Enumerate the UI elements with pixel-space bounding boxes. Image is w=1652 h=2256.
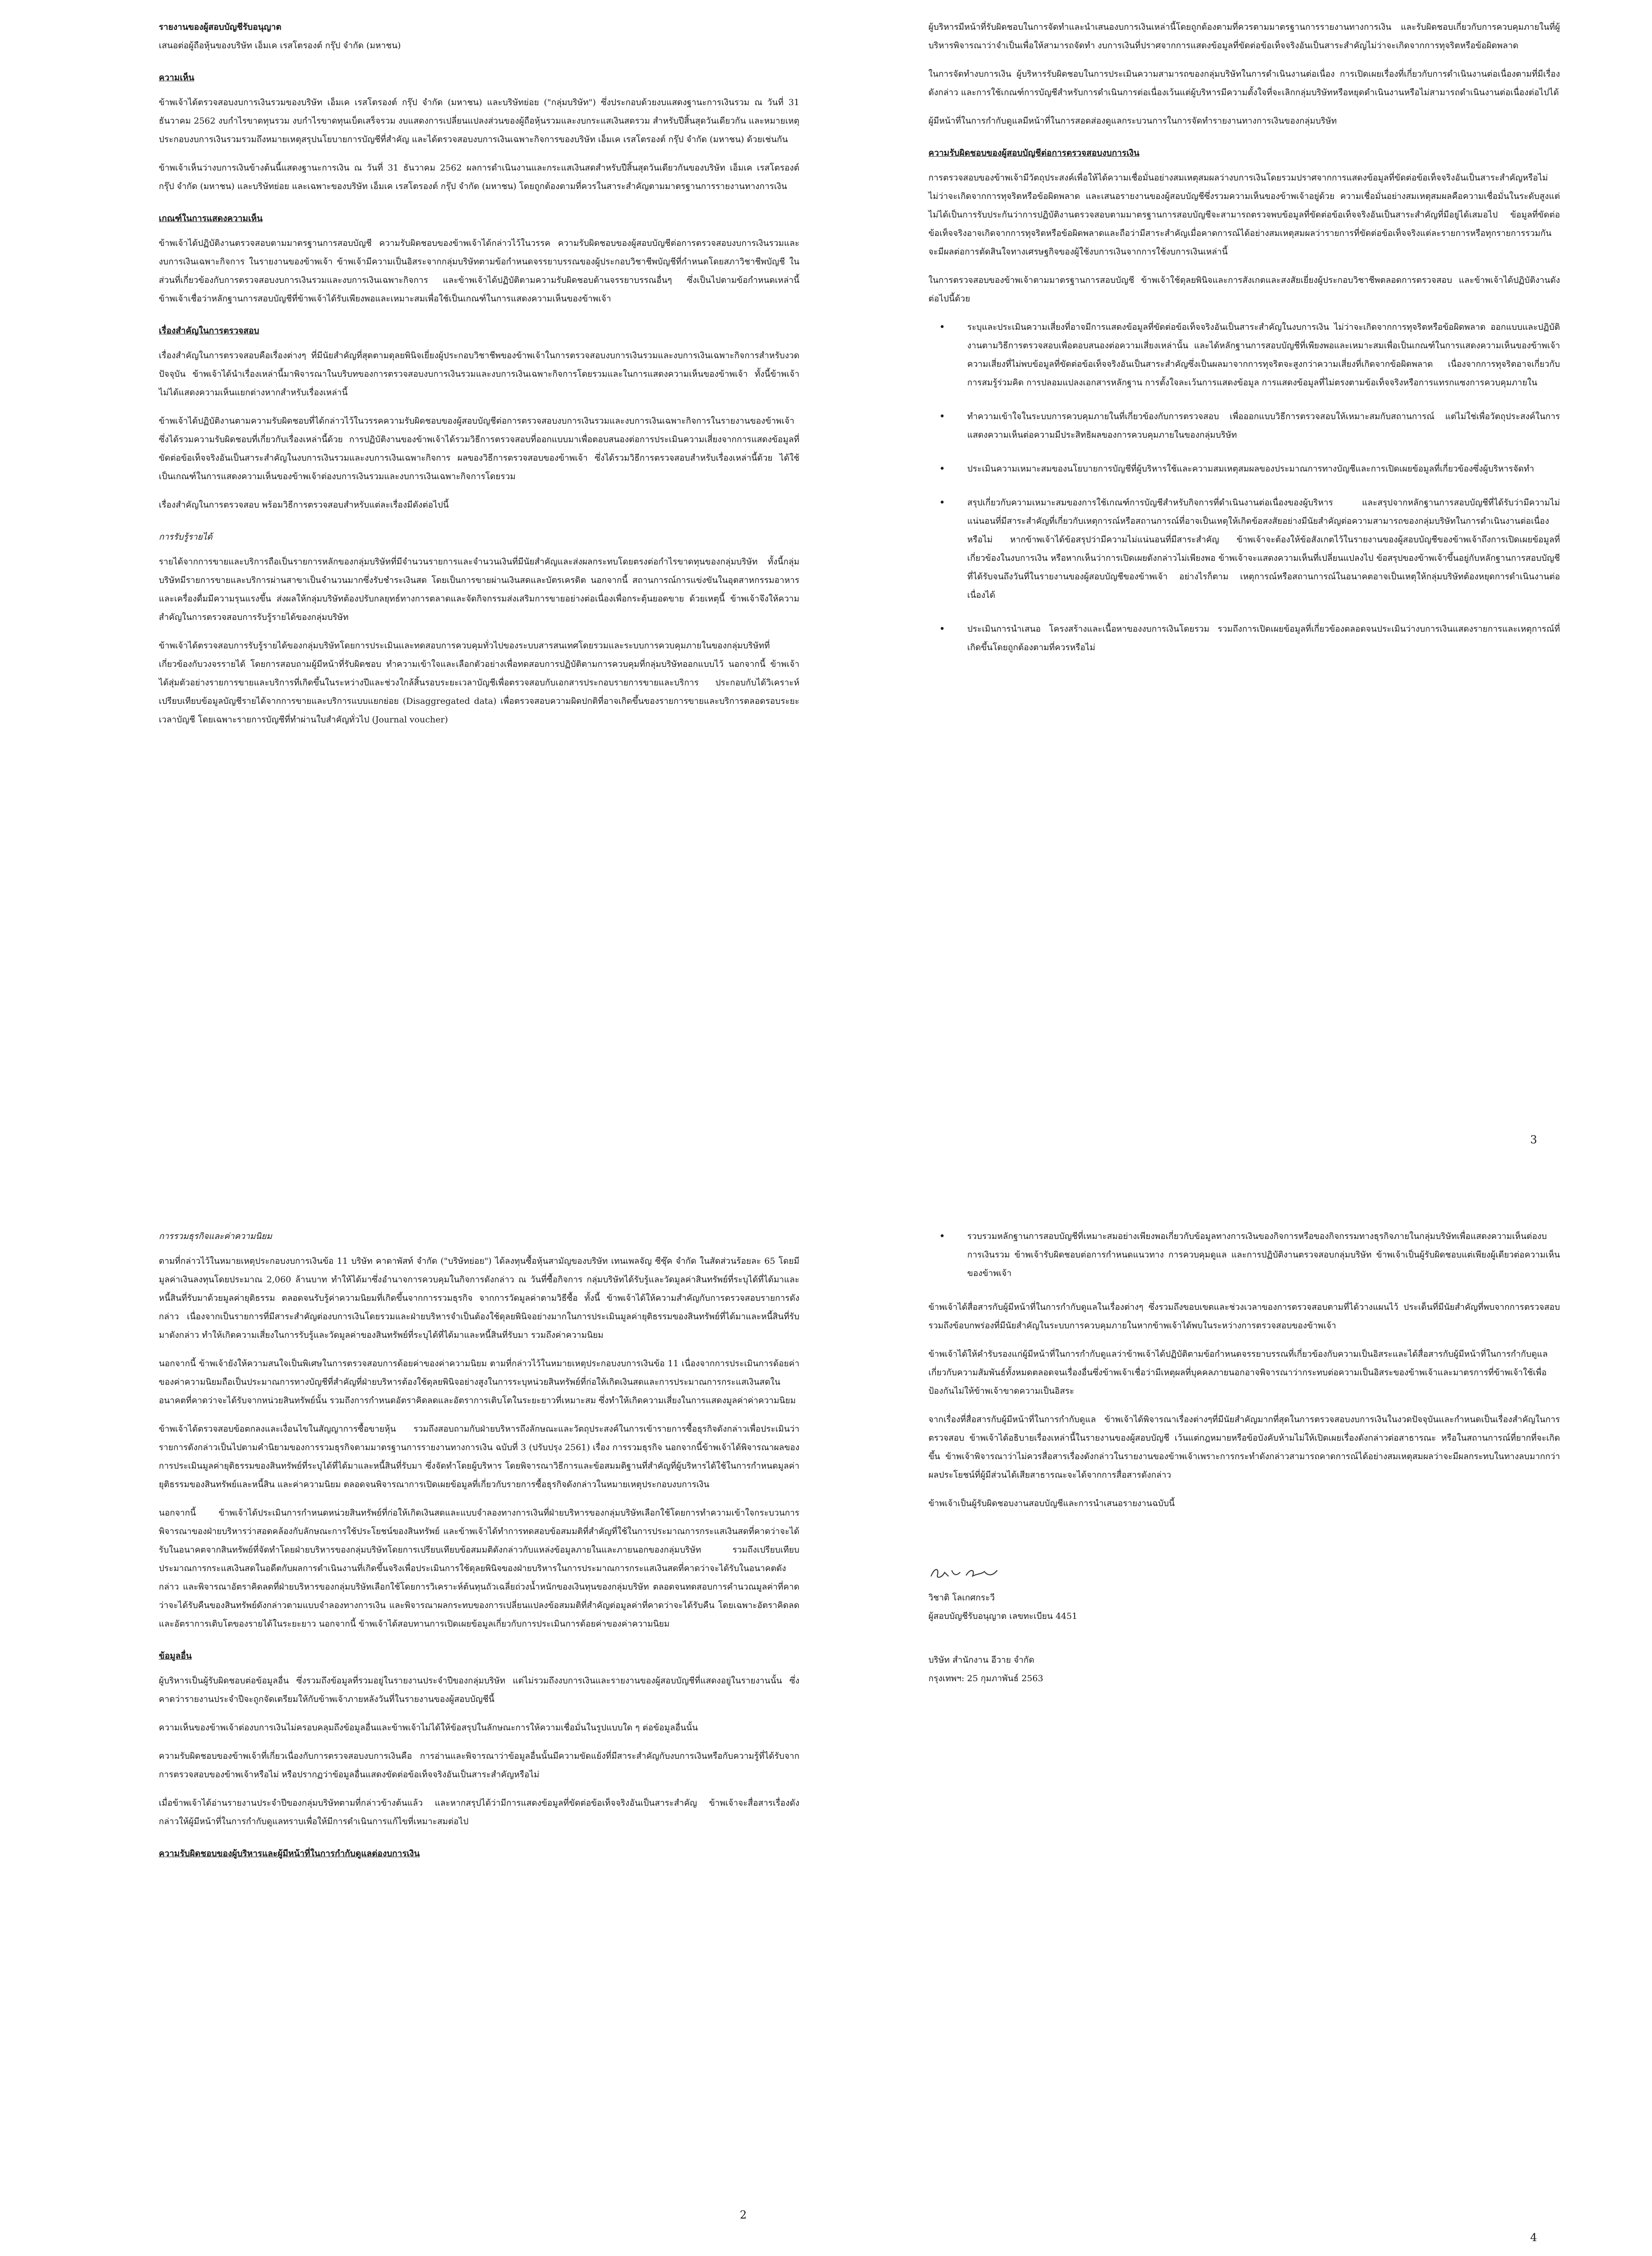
- goodwill-paragraph: นอกจากนี้ ข้าพเจ้ายังให้ความสนใจเป็นพิเศษในการตรวจสอบการด้อยค่าของค่าความนิยม ตามที่กล่าวไว้ในหมายเหตุประกอบงบการเงินข้อ 11 เนื่องจากการประเมินการด้อยค่าของค่าความนิยมถือเป็นประมาณการทางบัญชีที่สำคัญที่ฝ่ายบริหารต้องใช้ดุลยพินิจอย่างสูงในการระบุหน่วยสินทรัพย์ที่ก่อให้เกิดเงินสดและการประมาณการกระแสเงินสดในอนาคตที่คาดว่าจะได้รับจากหน่วยสินทรัพย์นั้น รวมถึงการกำหนดอัตราคิดลดและอัตราการเติบโตในระยะยาวที่เหมาะสม ซึ่งทำให้เกิดความเสี่ยงในการแสดงมูลค่าค่าความนิยม: [159, 1359, 799, 1405]
- list-item: • สรุปเกี่ยวกับความเหมาะสมของการใช้เกณฑ์การบัญชีสำหรับกิจการที่ดำเนินงานต่อเนื่องของผู้บริหาร และสรุปจากหลักฐานการสอบบัญชีที่ได้รับว่ามีความไม่แน่นอนที่มีสาระสำคัญที่เกี่ยวกับเหตุการณ์หรือสถานการณ์ที่อาจเป็นเหตุให้เกิดข้อสงสัยอย่างมีนัยสำคัญต่อความสามารถของกลุ่มบริษัทในการดำเนินงานต่อเนื่องหรือไม่ หากข้าพเจ้าได้ข้อสรุปว่ามีความไม่แน่นอนที่มีสาระสำคัญ ข้าพเจ้าจะต้องให้ข้อสังเกตไว้ในรายงานของผู้สอบบัญชีของข้าพเจ้าถึงการเปิดเผยข้อมูลที่เกี่ยวข้องในงบการเงิน หรือหากเห็นว่าการเปิดเผยดังกล่าวไม่เพียงพอ ข้าพเจ้าจะแสดงความเห็นที่เปลี่ยนแปลงไป ข้อสรุปของข้าพเจ้าขึ้นอยู่กับหลักฐานการสอบบัญชีที่ได้รับจนถึงวันที่ในรายงานของผู้สอบบัญชีของข้าพเจ้า อย่างไรก็ตาม เหตุการณ์หรือสถานการณ์ในอนาคตอาจเป็นเหตุให้กลุ่มบริษัทต้องหยุดการดำเนินงานต่อเนื่องได้: [928, 494, 1560, 605]
- key-audit-matters-heading: เรื่องสำคัญในการตรวจสอบ: [159, 326, 259, 336]
- communication-paragraph: ข้าพเจ้าได้สื่อสารกับผู้มีหน้าที่ในการกำกับดูแลในเรื่องต่างๆ ซึ่งรวมถึงขอบเขตและช่วงเวลาของการตรวจสอบตามที่ได้วางแผนไว้ ประเด็นที่มีนัยสำคัญที่พบจากการตรวจสอบรวมถึงข้อบกพร่องที่มีนัยสำคัญในระบบการควบคุมภายในหากข้าพเจ้าได้พบในระหว่างการตรวจสอบของข้าพเจ้า: [928, 1302, 1560, 1331]
- list-item: • ทำความเข้าใจในระบบการควบคุมภายในที่เกี่ยวข้องกับการตรวจสอบ เพื่อออกแบบวิธีการตรวจสอบให้เหมาะสมกับสถานการณ์ แต่ไม่ใช่เพื่อวัตถุประสงค์ในการแสดงความเห็นต่อความมีประสิทธิผลของการควบคุมภายในของกลุ่มบริษัท: [928, 407, 1560, 444]
- list-item: • ประเมินการนำเสนอ โครงสร้างและเนื้อหาของงบการเงินโดยรวม รวมถึงการเปิดเผยข้อมูลที่เกี่ยวข้องตลอดจนประเมินว่างบการเงินแสดงรายการและเหตุการณ์ที่เกิดขึ้นโดยถูกต้องตามที่ควรหรือไม่: [928, 620, 1560, 657]
- firm-name: บริษัท สำนักงาน อีวาย จำกัด: [928, 1655, 1034, 1665]
- place-and-date: กรุงเทพฯ: 25 กุมภาพันธ์ 2563: [928, 1674, 1043, 1683]
- kam-communication-paragraph: จากเรื่องที่สื่อสารกับผู้มีหน้าที่ในการกำกับดูแล ข้าพเจ้าได้พิจารณาเรื่องต่างๆที่มีนัยสำคัญมากที่สุดในการตรวจสอบงบการเงินในงวดปัจจุบันและกำหนดเป็นเรื่องสำคัญในการตรวจสอบ ข้าพเจ้าได้อธิบายเรื่องเหล่านี้ในรายงานของผู้สอบบัญชี เว้นแต่กฎหมายหรือข้อบังคับห้ามไม่ให้เปิดเผยเรื่องดังกล่าวต่อสาธารณะ หรือในสถานการณ์ที่ยากที่จะเกิดขึ้น ข้าพเจ้าพิจารณาว่าไม่ควรสื่อสารเรื่องดังกล่าวในรายงานของข้าพเจ้าเพราะการกระทำดังกล่าวสามารถคาดการณ์ได้อย่างสมเหตุสมผลว่าจะมีผลกระทบในทางลบมากกว่าผลประโยชน์ที่ผู้มีส่วนได้เสียสาธารณะจะได้จากการสื่อสารดังกล่าว: [928, 1415, 1560, 1480]
- bullet-icon: •: [939, 497, 945, 509]
- revenue-recognition-heading: การรับรู้รายได้: [159, 532, 212, 542]
- list-item: • ระบุและประเมินความเสี่ยงที่อาจมีการแสดงข้อมูลที่ขัดต่อข้อเท็จจริงอันเป็นสาระสำคัญในงบการเงิน ไม่ว่าจะเกิดจากการทุจริตหรือข้อผิดพลาด ออกแบบและปฏิบัติงานตามวิธีการตรวจสอบเพื่อตอบสนองต่อความเสี่ยงเหล่านั้น และได้หลักฐานการสอบบัญชีที่เพียงพอและเหมาะสมเพื่อเป็นเกณฑ์ในการแสดงความเห็นของข้าพเจ้า ความเสี่ยงที่ไม่พบข้อมูลที่ขัดต่อข้อเท็จจริงอันเป็นสาระสำคัญซึ่งเป็นผลมาจากการทุจริตจะสูงกว่าความเสี่ยงที่เกิดจากข้อผิดพลาด เนื่องจากการทุจริตอาจเกี่ยวกับการสมรู้ร่วมคิด การปลอมแปลงเอกสารหลักฐาน การตั้งใจละเว้นการแสดงข้อมูล การแสดงข้อมูลที่ไม่ตรงตามข้อเท็จจริงหรือการแทรกแซงการควบคุมภายใน: [928, 318, 1560, 392]
- report-title: รายงานของผู้สอบบัญชีรับอนุญาต: [159, 22, 281, 32]
- opinion-paragraph: ข้าพเจ้าได้ตรวจสอบงบการเงินรวมของบริษัท เอ็มเค เรสโตรองต์ กรุ๊ป จำกัด (มหาชน) และบริษัทย่อย ("กลุ่มบริษัท") ซึ่งประกอบด้วยงบแสดงฐานะการเงินรวม ณ วันที่ 31 ธันวาคม 2562 งบกำไรขาดทุนรวม งบกำไรขาดทุนเบ็ดเสร็จรวม งบแสดงการเปลี่ยนแปลงส่วนของผู้ถือหุ้นรวมและงบกระแสเงินสดรวม สำหรับปีสิ้นสุดวันเดียวกัน และหมายเหตุประกอบงบการเงินรวมรวมถึงหมายเหตุสรุปนโยบายการบัญชีที่สำคัญ และได้ตรวจสอบงบการเงินเฉพาะกิจการของบริษัท เอ็มเค เรสโตรองต์ กรุ๊ป จำกัด (มหาชน) ด้วยเช่นกัน: [159, 97, 799, 144]
- handwritten-signature-icon: [928, 1563, 1001, 1584]
- bullet-icon: •: [939, 624, 945, 635]
- goodwill-paragraph: ข้าพเจ้าได้ตรวจสอบข้อตกลงและเงื่อนไขในสัญญาการซื้อขายหุ้น รวมถึงสอบถามกับฝ่ายบริหารถึงลักษณะและวัตถุประสงค์ในการเข้ารายการซื้อธุรกิจดังกล่าวเพื่อประเมินว่ารายการดังกล่าวเป็นไปตามคำนิยามของการรวมธุรกิจตามมาตรฐานการรายงานทางการเงิน ฉบับที่ 3 (ปรับปรุง 2561) เรื่อง การรวมธุรกิจ นอกจากนี้ข้าพเจ้าได้พิจารณาผลของการประเมินมูลค่ายุติธรรมของสินทรัพย์ที่ระบุได้ที่ได้มาและหนี้สินที่รับมา ซึ่งจัดทำโดยผู้บริหาร โดยพิจารณาวิธีการและข้อสมมติฐานที่สำคัญที่ผู้บริหารได้ใช้ในการกำหนดมูลค่ายุติธรรมของสินทรัพย์และหนี้สิน และค่าความนิยม ตลอดจนพิจารณาการเปิดเผยข้อมูลที่เกี่ยวกับรายการซื้อธุรกิจดังกล่าวในหมายเหตุประกอบงบการเงิน: [159, 1424, 799, 1489]
- kam-paragraph: ข้าพเจ้าได้ปฏิบัติงานตามความรับผิดชอบที่ได้กล่าวไว้ในวรรคความรับผิดชอบของผู้สอบบัญชีต่อการตรวจสอบงบการเงินรวมและงบการเงินเฉพาะกิจการในรายงานของข้าพเจ้า ซึ่งได้รวมความรับผิดชอบที่เกี่ยวกับเรื่องเหล่านี้ด้วย การปฏิบัติงานของข้าพเจ้าได้รวมวิธีการตรวจสอบที่ออกแบบมาเพื่อตอบสนองต่อการประเมินความเสี่ยงจากการแสดงข้อมูลที่ขัดต่อข้อเท็จจริงอันเป็นสาระสำคัญในงบการเงินรวมและงบการเงินเฉพาะกิจการ ผลของวิธีการตรวจสอบของข้าพเจ้า ซึ่งได้รวมวิธีการตรวจสอบสำหรับเรื่องเหล่านี้ด้วย ได้ใช้เป็นเกณฑ์ในการแสดงความเห็นของข้าพเจ้าต่องบการเงินรวมและงบการเงินเฉพาะกิจการโดยรวม: [159, 416, 799, 481]
- bullet-icon: •: [939, 322, 945, 333]
- report-page-responsibilities: [928, 18, 1560, 1146]
- kam-paragraph: เรื่องสำคัญในการตรวจสอบคือเรื่องต่างๆ ที่มีนัยสำคัญที่สุดตามดุลยพินิจเยี่ยงผู้ประกอบวิชาชีพของข้าพเจ้าในการตรวจสอบงบการเงินรวมและงบการเงินเฉพาะกิจการสำหรับงวดปัจจุบัน ข้าพเจ้าได้นำเรื่องเหล่านี้มาพิจารณาในบริบทของการตรวจสอบงบการเงินรวมและงบการเงินเฉพาะกิจการโดยรวมและในการแสดงความเห็นของข้าพเจ้า ทั้งนี้ข้าพเจ้าไม่ได้แสดงความเห็นแยกต่างหากสำหรับเรื่องเหล่านี้: [159, 351, 799, 398]
- goodwill-paragraph: นอกจากนี้ ข้าพเจ้าได้ประเมินการกำหนดหน่วยสินทรัพย์ที่ก่อให้เกิดเงินสดและแบบจำลองทางการเงินที่ฝ่ายบริหารของกลุ่มบริษัทเลือกใช้โดยการทำความเข้าใจกระบวนการพิจารณาของฝ่ายบริหารว่าสอดคล้องกับลักษณะการใช้ประโยชน์ของสินทรัพย์ และข้าพเจ้าได้ทำการทดสอบข้อสมมติที่สำคัญที่ใช้ในการประมาณการกระแสเงินสดที่คาดว่าจะได้รับในอนาคตจากสินทรัพย์ที่จัดทำโดยฝ่ายบริหารของกลุ่มบริษัทโดยการเปรียบเทียบข้อสมมติดังกล่าวกับแหล่งข้อมูลภายในและภายนอกของกลุ่มบริษัท รวมถึงเปรียบเทียบประมาณการกระแสเงินสดในอดีตกับผลการดำเนินงานที่เกิดขึ้นจริงเพื่อประเมินการใช้ดุลยพินิจของฝ่ายบริหารในการประมาณการกระแสเงินสดที่คาดว่าจะได้รับในอนาคตดังกล่าว และพิจารณาอัตราคิดลดที่ฝ่ายบริหารของกลุ่มบริษัทเลือกใช้โดยการวิเคราะห์ต้นทุนถัวเฉลี่ยถ่วงน้ำหนักของเงินทุนของกลุ่มบริษัท ตลอดจนทดสอบการคำนวณมูลค่าที่คาดว่าจะได้รับคืนของสินทรัพย์ดังกล่าวตามแบบจำลองทางการเงิน และพิจารณาผลกระทบของการเปลี่ยนแปลงข้อสมมติที่สำคัญต่อมูลค่าที่คาดว่าจะได้รับคืน โดยเฉพาะอัตราคิดลดและอัตราการเติบโตของรายได้ในระยะยาว นอกจากนี้ ข้าพเจ้าได้สอบทานการเปิดเผยข้อมูลเกี่ยวกับการประเมินการด้อยค่าของค่าความนิยม: [159, 1508, 799, 1629]
- other-information-heading: ข้อมูลอื่น: [159, 1651, 192, 1661]
- report-page-signature: [928, 1227, 1560, 2256]
- engagement-partner-paragraph: ข้าพเจ้าเป็นผู้รับผิดชอบงานสอบบัญชีและการนำเสนอรายงานฉบับนี้: [928, 1498, 1175, 1508]
- opinion-heading: ความเห็น: [159, 73, 194, 83]
- page-number: 4: [1530, 2231, 1537, 2244]
- report-addressee: เสนอต่อผู้ถือหุ้นของบริษัท เอ็มเค เรสโตรองต์ กรุ๊ป จำกัด (มหาชน): [159, 41, 401, 51]
- management-responsibility-heading: ความรับผิดชอบของผู้บริหารและผู้มีหน้าที่ในการกำกับดูแลต่องบการเงิน: [159, 1849, 420, 1858]
- basis-heading: เกณฑ์ในการแสดงความเห็น: [159, 213, 263, 223]
- management-responsibility-paragraph: ผู้บริหารมีหน้าที่รับผิดชอบในการจัดทำและนำเสนองบการเงินเหล่านี้โดยถูกต้องตามที่ควรตามมาตรฐานการรายงานทางการเงิน และรับผิดชอบเกี่ยวกับการควบคุมภายในที่ผู้บริหารพิจารณาว่าจำเป็นเพื่อให้สามารถจัดทำ งบการเงินที่ปราศจากการแสดงข้อมูลที่ขัดต่อข้อเท็จจริงอันเป็นสาระสำคัญไม่ว่าจะเกิดจากการทุจริตหรือข้อผิดพลาด: [928, 22, 1560, 51]
- auditor-procedures-list: [928, 318, 1560, 657]
- kam-paragraph: เรื่องสำคัญในการตรวจสอบ พร้อมวิธีการตรวจสอบสำหรับแต่ละเรื่องมีดังต่อไปนี้: [159, 500, 449, 510]
- goodwill-paragraph: ตามที่กล่าวไว้ในหมายเหตุประกอบงบการเงินข้อ 11 บริษัท คาดาพัสท์ จำกัด ("บริษัทย่อย") ได้ลงทุนซื้อหุ้นสามัญของบริษัท เทนเพลจัญ ซีซุ๊ค จำกัด ในสัดส่วนร้อยละ 65 โดยมีมูลค่าเงินลงทุนโดยประมาณ 2,060 ล้านบาท ทำให้ได้มาซึ่งอำนาจการควบคุมในกิจการดังกล่าว ณ วันที่ซื้อกิจการ กลุ่มบริษัทได้รับรู้และวัดมูลค่าสินทรัพย์ที่ระบุได้ที่ได้มาและหนี้สินที่รับมาด้วยมูลค่ายุติธรรม ตลอดจนรับรู้ค่าความนิยมที่เกิดขึ้นจากการรวมธุรกิจ จากการวัดมูลค่าตามวิธีซื้อ ทั้งนี้ ข้าพเจ้าได้ให้ความสำคัญกับการตรวจสอบรายการดังกล่าว เนื่องจากเป็นรายการที่มีสาระสำคัญต่องบการเงินโดยรวมและฝ่ายบริหารจำเป็นต้องใช้ดุลยพินิจอย่างมากในการประเมินมูลค่ายุติธรรมของสินทรัพย์ที่ได้มาและหนี้สินที่รับมาดังกล่าว ทำให้เกิดความเสี่ยงในการรับรู้และวัดมูลค่าของสินทรัพย์ที่ระบุได้ที่ได้มาและหนี้สินที่รับมา รวมถึงค่าความนิยม: [159, 1256, 799, 1340]
- independence-paragraph: ข้าพเจ้าได้ให้คำรับรองแก่ผู้มีหน้าที่ในการกำกับดูแลว่าข้าพเจ้าได้ปฏิบัติตามข้อกำหนดจรรยาบรรณที่เกี่ยวข้องกับความเป็นอิสระและได้สื่อสารกับผู้มีหน้าที่ในการกำกับดูแลเกี่ยวกับความสัมพันธ์ทั้งหมดตลอดจนเรื่องอื่นซึ่งข้าพเจ้าเชื่อว่ามีเหตุผลที่บุคคลภายนอกอาจพิจารณาว่ากระทบต่อความเป็นอิสระของข้าพเจ้าและมาตรการที่ข้าพเจ้าใช้เพื่อป้องกันไม่ให้ข้าพเจ้าขาดความเป็นอิสระ: [928, 1349, 1548, 1396]
- bullet-icon: •: [939, 463, 945, 475]
- opinion-paragraph: ข้าพเจ้าเห็นว่างบการเงินข้างต้นนี้แสดงฐานะการเงิน ณ วันที่ 31 ธันวาคม 2562 ผลการดำเนินงานและกระแสเงินสดสำหรับปีสิ้นสุดวันเดียวกันของบริษัท เอ็มเค เรสโตรองต์ กรุ๊ป จำกัด (มหาชน) และบริษัทย่อย และเฉพาะของบริษัท เอ็มเค เรสโตรองต์ กรุ๊ป จำกัด (มหาชน) โดยถูกต้องตามที่ควรในสาระสำคัญตามมาตรฐานการรายงานทางการเงิน: [159, 163, 799, 191]
- list-item: • รวบรวมหลักฐานการสอบบัญชีที่เหมาะสมอย่างเพียงพอเกี่ยวกับข้อมูลทางการเงินของกิจการหรือของกิจกรรมทางธุรกิจภายในกลุ่มบริษัทเพื่อแสดงความเห็นต่องบการเงินรวม ข้าพเจ้ารับผิดชอบต่อการกำหนดแนวทาง การควบคุมดูแล และการปฏิบัติงานตรวจสอบกลุ่มบริษัท ข้าพเจ้าเป็นผู้รับผิดชอบแต่เพียงผู้เดียวต่อความเห็นของข้าพเจ้า: [928, 1227, 1560, 1283]
- revenue-paragraph: รายได้จากการขายและบริการถือเป็นรายการหลักของกลุ่มบริษัทที่มีจำนวนรายการและจำนวนเงินที่มีนัยสำคัญและส่งผลกระทบโดยตรงต่อกำไรขาดทุนของกลุ่มบริษัท ทั้งนี้กลุ่มบริษัทมีรายการขายและบริการผ่านสาขาเป็นจำนวนมากซึ่งรับชำระเงินสด โดยเป็นการขายผ่านเงินสดและบัตรเครดิต นอกจากนี้ สถานการณ์การแข่งขันในอุตสาหกรรมอาหารและเครื่องดื่มมีความรุนแรงขึ้น ส่งผลให้กลุ่มบริษัทต้องปรับกลยุทธ์ทางการตลาดและจัดกิจกรรมส่งเสริมการขายอย่างต่อเนื่องเพื่อกระตุ้นยอดขาย ด้วยเหตุนี้ ข้าพเจ้าจึงให้ความสำคัญในการตรวจสอบการรับรู้รายได้ของกลุ่มบริษัท: [159, 557, 799, 622]
- going-concern-paragraph: ในการจัดทำงบการเงิน ผู้บริหารรับผิดชอบในการประเมินความสามารถของกลุ่มบริษัทในการดำเนินงานต่อเนื่อง การเปิดเผยเรื่องที่เกี่ยวกับการดำเนินงานต่อเนื่องตามที่มีเรื่องดังกล่าว และการใช้เกณฑ์การบัญชีสำหรับการดำเนินการต่อเนื่องเว้นแต่ผู้บริหารมีความตั้งใจที่จะเลิกกลุ่มบริษัทหรือหยุดดำเนินงานหรือไม่สามารถดำเนินงานต่อเนื่องต่อไปได้: [928, 69, 1560, 97]
- report-page-opinion: [159, 18, 799, 1146]
- other-info-paragraph: ความเห็นของข้าพเจ้าต่องบการเงินไม่ครอบคลุมถึงข้อมูลอื่นและข้าพเจ้าไม่ได้ให้ข้อสรุปในลักษณะการให้ความเชื่อมั่นในรูปแบบใด ๆ ต่อข้อมูลอื่นนั้น: [159, 1723, 698, 1733]
- page-number: 2: [740, 2209, 747, 2221]
- other-info-paragraph: ผู้บริหารเป็นผู้รับผิดชอบต่อข้อมูลอื่น ซึ่งรวมถึงข้อมูลที่รวมอยู่ในรายงานประจำปีของกลุ่มบริษัท แต่ไม่รวมถึงงบการเงินและรายงานของผู้สอบบัญชีที่แสดงอยู่ในรายงานนั้น ซึ่งคาดว่ารายงานประจำปีจะถูกจัดเตรียมให้กับข้าพเจ้าภายหลังวันที่ในรายงานของผู้สอบบัญชีนี้: [159, 1676, 799, 1704]
- page-number: 3: [1530, 1133, 1537, 1146]
- other-info-paragraph: ความรับผิดชอบของข้าพเจ้าที่เกี่ยวเนื่องกับการตรวจสอบงบการเงินคือ การอ่านและพิจารณาว่าข้อมูลอื่นนั้นมีความขัดแย้งที่มีสาระสำคัญกับงบการเงินหรือกับความรู้ที่ได้รับจากการตรวจสอบของข้าพเจ้าหรือไม่ หรือปรากฏว่าข้อมูลอื่นแสดงขัดต่อข้อเท็จจริงอันเป็นสาระสำคัญหรือไม่: [159, 1751, 799, 1780]
- auditor-license: ผู้สอบบัญชีรับอนุญาต เลขทะเบียน 4451: [928, 1611, 1078, 1621]
- bullet-icon: •: [939, 411, 945, 422]
- list-item: • ประเมินความเหมาะสมของนโยบายการบัญชีที่ผู้บริหารใช้และความสมเหตุสมผลของประมาณการทางบัญชีและการเปิดเผยข้อมูลที่เกี่ยวข้องซึ่งผู้บริหารจัดทำ: [928, 460, 1560, 478]
- bullet-icon: •: [939, 1231, 945, 1242]
- signature-block: [928, 1563, 1560, 1688]
- auditor-objective-paragraph: การตรวจสอบของข้าพเจ้ามีวัตถุประสงค์เพื่อให้ได้ความเชื่อมั่นอย่างสมเหตุสมผลว่างบการเงินโดยรวมปราศจากการแสดงข้อมูลที่ขัดต่อข้อเท็จจริงอันเป็นสาระสำคัญหรือไม่ ไม่ว่าจะเกิดจากการทุจริตหรือข้อผิดพลาด และเสนอรายงานของผู้สอบบัญชีซึ่งรวมความเห็นของข้าพเจ้าอยู่ด้วย ความเชื่อมั่นอย่างสมเหตุสมผลคือความเชื่อมั่นในระดับสูงแต่ไม่ได้เป็นการรับประกันว่าการปฏิบัติงานตรวจสอบตามมาตรฐานการสอบบัญชีจะสามารถตรวจพบข้อมูลที่ขัดต่อข้อเท็จจริงอันเป็นสาระสำคัญที่มีอยู่ได้เสมอไป ข้อมูลที่ขัดต่อข้อเท็จจริงอาจเกิดจากการทุจริตหรือข้อผิดพลาดและถือว่ามีสาระสำคัญเมื่อคาดการณ์ได้อย่างสมเหตุสมผลว่ารายการที่ขัดต่อข้อเท็จจริงแต่ละรายการหรือทุกรายการรวมกันจะมีผลต่อการตัดสินใจทางเศรษฐกิจของผู้ใช้งบการเงินจากการใช้งบการเงินเหล่านี้: [928, 173, 1560, 257]
- other-info-paragraph: เมื่อข้าพเจ้าได้อ่านรายงานประจำปีของกลุ่มบริษัทตามที่กล่าวข้างต้นแล้ว และหากสรุปได้ว่ามีการแสดงข้อมูลที่ขัดต่อข้อเท็จจริงอันเป็นสาระสำคัญ ข้าพเจ้าจะสื่อสารเรื่องดังกล่าวให้ผู้มีหน้าที่ในการกำกับดูแลทราบเพื่อให้มีการดำเนินการแก้ไขที่เหมาะสมต่อไป: [159, 1798, 799, 1826]
- auditor-judgment-paragraph: ในการตรวจสอบของข้าพเจ้าตามมาตรฐานการสอบบัญชี ข้าพเจ้าใช้ดุลยพินิจและการสังเกตและสงสัยเยี่ยงผู้ประกอบวิชาชีพตลอดการตรวจสอบ และข้าพเจ้าได้ปฏิบัติงานดังต่อไปนี้ด้วย: [928, 275, 1560, 304]
- basis-paragraph: ข้าพเจ้าได้ปฏิบัติงานตรวจสอบตามมาตรฐานการสอบบัญชี ความรับผิดชอบของข้าพเจ้าได้กล่าวไว้ในวรรค ความรับผิดชอบของผู้สอบบัญชีต่อการตรวจสอบงบการเงินรวมและงบการเงินเฉพาะกิจการ ในรายงานของข้าพเจ้า ข้าพเจ้ามีความเป็นอิสระจากกลุ่มบริษัทตามข้อกำหนดจรรยาบรรณของผู้ประกอบวิชาชีพบัญชีที่กำหนดโดยสภาวิชาชีพบัญชี ในส่วนที่เกี่ยวข้องกับการตรวจสอบงบการเงินรวมและงบการเงินเฉพาะกิจการ และข้าพเจ้าได้ปฏิบัติตามความรับผิดชอบด้านจรรยาบรรณอื่นๆ ซึ่งเป็นไปตามข้อกำหนดเหล่านี้ ข้าพเจ้าเชื่อว่าหลักฐานการสอบบัญชีที่ข้าพเจ้าได้รับเพียงพอและเหมาะสมเพื่อใช้เป็นเกณฑ์ในการแสดงความเห็นของข้าพเจ้า: [159, 238, 799, 304]
- governance-paragraph: ผู้มีหน้าที่ในการกำกับดูแลมีหน้าที่ในการสอดส่องดูแลกระบวนการในการจัดทำรายงานทางการเงินของกลุ่มบริษัท: [928, 116, 1337, 126]
- report-page-goodwill: [159, 1227, 799, 2256]
- revenue-paragraph: ข้าพเจ้าได้ตรวจสอบการรับรู้รายได้ของกลุ่มบริษัทโดยการประเมินและทดสอบการควบคุมทั่วไปของระบบสารสนเทศโดยรวมและระบบการควบคุมภายในของกลุ่มบริษัทที่เกี่ยวข้องกับวงจรรายได้ โดยการสอบถามผู้มีหน้าที่รับผิดชอบ ทำความเข้าใจและเลือกตัวอย่างเพื่อทดสอบการปฏิบัติตามการควบคุมที่กลุ่มบริษัทออกแบบไว้ นอกจากนี้ ข้าพเจ้าได้สุ่มตัวอย่างรายการขายและบริการที่เกิดขึ้นในระหว่างปีและช่วงใกล้สิ้นรอบระยะเวลาบัญชีเพื่อตรวจสอบกับเอกสารประกอบรายการขายและบริการ ประกอบกับได้วิเคราะห์เปรียบเทียบข้อมูลบัญชีรายได้จากการขายและบริการแบบแยกย่อย (Disaggregated data) เพื่อตรวจสอบความผิดปกติที่อาจเกิดขึ้นของรายการขายและบริการตลอดรอบระยะเวลาบัญชี โดยเฉพาะรายการบัญชีที่ทำผ่านใบสำคัญทั่วไป (Journal voucher): [159, 641, 799, 725]
- goodwill-heading: การรวมธุรกิจและค่าความนิยม: [159, 1231, 272, 1241]
- auditor-procedures-list-continued: [928, 1227, 1560, 1283]
- auditor-name: วิชาติ โลเกศกระวี: [928, 1593, 995, 1603]
- auditor-responsibility-heading: ความรับผิดชอบของผู้สอบบัญชีต่อการตรวจสอบงบการเงิน: [928, 148, 1140, 158]
